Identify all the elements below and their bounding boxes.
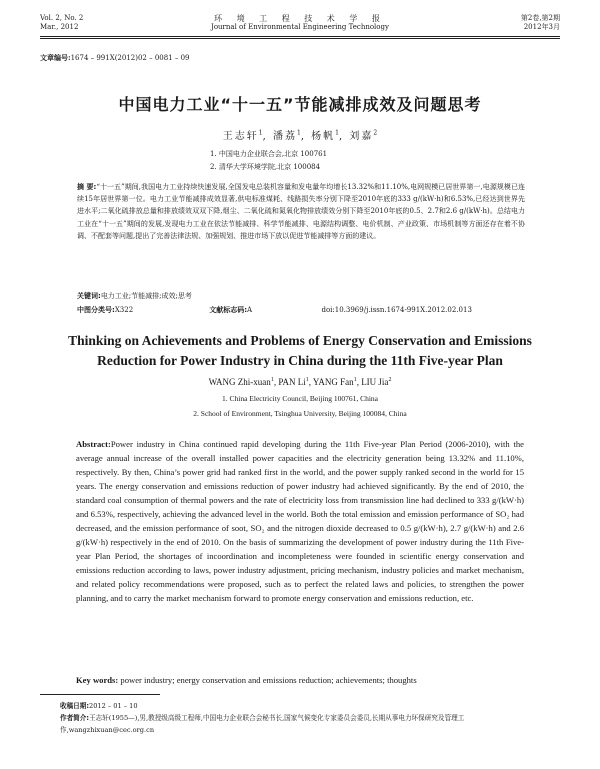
author-en: PAN Li — [278, 377, 306, 387]
date-en-label: Mar., 2012 — [40, 23, 79, 31]
affiliation-en: 1. China Electricity Council, Beijing 100761, China — [221, 394, 379, 403]
issue-cn-label: 第2卷,第2期 — [520, 14, 560, 22]
authors-cn: 王志轩$^1$, 潘荔$^1$, 杨帆$^1$, 刘嘉$^2$ — [222, 129, 378, 142]
footnote-rule — [40, 694, 160, 695]
author-en: LIU Jia — [361, 377, 389, 387]
paper-title-cn: 中国电力工业“十一五”节能减排成效及问题思考 — [118, 95, 482, 114]
authors-en: WANG Zhi-xuan$^1$, PAN Li$^1$, YANG Fan$^1$, LIU Jia$^2$ — [208, 377, 392, 387]
abstract-en-text: Power industry in China continued rapid developing during the 11th Five-year Plan Period (2006-2010), with the average annual increase of the overall installed power capacities and the electricity generation being 13.32% and 11.10%, respectively. By then, China’s power grid had ranked first in the world, and the power supply ranked second in the world for 15 years. The energy conservation and emissions reduction of power industry had achieved significantly. By the end of 2010, the standard coal consumption of thermal powers and the rate of electricity loss from transmission line had declined to 333 g/(kW·h) and 6.53%, respectively, achieving the advanced level in the world. Both the total emission and emission performance of SO₂ had decreased, and the emission performance of soot, SO₂ and the nitrogen dioxide decreased to 0.5 g/(kW·h), 2.7 g/(kW·h) and 2.6 g/(kW·h) respectively in the end of 2010. On the basis of summarizing the development of power industry during the 11th Five-year Plan Period, the shortages of incoordination and incompleteness were founded in scientific energy conservation and emissions reduction according to laws, power industry adjustment, pricing mechanism, industry policies and market mechanism, and related policy recommendations were proposed, such as to perfect the related laws and policies, to strengthen the power planning, and to carry the market mechanism forward to promote energy conservation and emissions reduction, etc. — [76, 439, 524, 603]
date-cn-label: 2012年3月 — [523, 23, 560, 31]
abstract-en-label: Abstract: — [76, 439, 111, 449]
abstract-cn — [77, 181, 525, 242]
author-en: WANG Zhi-xuan — [208, 377, 271, 387]
affiliations-cn — [210, 148, 327, 174]
affiliation-cn: 1. 中国电力企业联合会,北京 100761 — [210, 150, 328, 158]
author-cn: 潘荔 — [272, 131, 297, 142]
journal-name-cn: 环 境 工 程 技 术 学 报 — [214, 14, 386, 23]
journal-name-en: Journal of Environmental Engineering Technology — [211, 23, 389, 31]
article-number: 文章编号:1674 – 991X(2012)02 – 0081 – 09 — [40, 53, 190, 62]
abstract-en — [76, 437, 524, 605]
header-right — [521, 14, 560, 32]
author-en: YANG Fan — [312, 377, 354, 387]
author-cn: 杨帆 — [311, 131, 336, 142]
keywords-en: Key words: power industry; energy conservation and emissions reduction; achievements; thoughts — [76, 675, 417, 685]
doc-code: A — [247, 306, 253, 314]
author-cn: 王志轩 — [222, 131, 259, 142]
footnote — [60, 700, 540, 736]
affiliation-en: 2. School of Environment, Tsinghua University, Beijing 100084, China — [193, 409, 407, 418]
abstract-cn-text: “十一五”期间,我国电力工业持续快速发展,全国发电总装机容量和发电量年均增长13.32%和11.10%,电网规模已居世界第一,电源规模已连续15年居世界第一位。电力工业节能减排成效显著,供电标准煤耗、线路损失率分别下降至2010年底的333 g/(kW·h)和6.53%,已经达到世界先进水平;二氧化硫排放总量和排放绩效双双下降,烟尘、二氧化硫和氮氧化物排放绩效分别下降至2010年底的0.5、2.7和2.6 g/(kW·h)。总结电力工业在“十一五”期间的发展,发现电力工业在依法节能减排、科学节能减排、电源结构调整、电价机制、产业政策、市场机制等方面还存在着不协调、不配套等问题,提出了完善法律法规、加强规划、推进市场下放以促进节能减排等方面的建议。 — [77, 183, 525, 240]
affiliations-en — [0, 391, 600, 421]
received-date: 收稿日期:2012 – 01 – 10 — [60, 702, 138, 710]
affiliation-cn: 2. 清华大学环境学院,北京 100084 — [210, 163, 321, 171]
paper-title-en: Thinking on Achievements and Problems of Energy Conservation and Emissions Reduction for Power Industry in China during the 11th Five-year Plan — [68, 333, 532, 368]
doi: 10.3969/j.issn.1674-991X.2012.02.013 — [334, 306, 472, 314]
header-rule-thin — [40, 38, 560, 39]
header-rule-thick — [40, 36, 560, 37]
classification-line: 中图分类号:X322 文献标志码:A doi:10.3969/j.issn.1674-991X.2012.02.013 — [77, 306, 472, 314]
keywords-cn: 关键词:电力工业;节能减排;成效;思考 — [77, 292, 192, 300]
class-number: X322 — [114, 306, 134, 314]
header-center — [40, 14, 560, 32]
author-bio: 作者简介:王志轩(1955—),男,教授级高级工程师,中国电力企业联合会秘书长,国家气候变化专家委员会委员,长期从事电力环保研究及管理工作,wangzhixuan@cec.org.cn — [60, 714, 465, 734]
author-cn: 刘嘉 — [349, 131, 374, 142]
volume-label: Vol. 2, No. 2 — [40, 14, 84, 22]
abstract-cn-label: 摘 要: — [77, 183, 97, 191]
